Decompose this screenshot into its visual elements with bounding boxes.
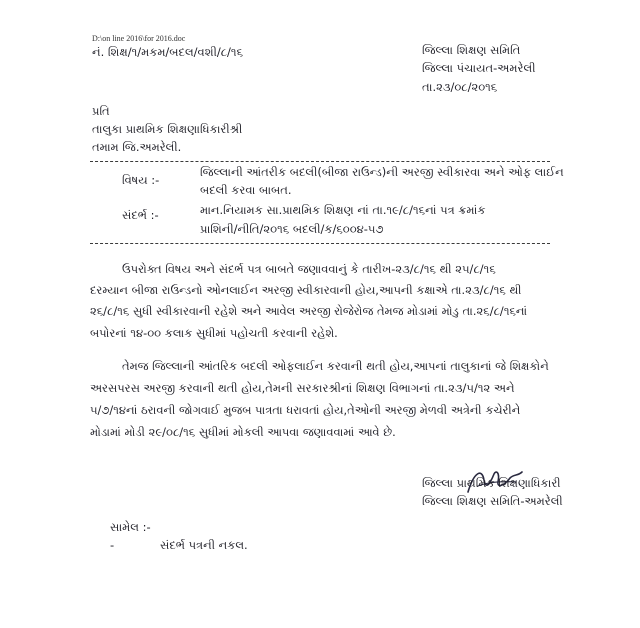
letter-date: તા.૨૩/૦૮/૨૦૧૬	[422, 80, 498, 94]
prati-label: પ્રતિ	[92, 104, 110, 118]
enclosure-item: સંદર્ભ પત્રની નકલ.	[160, 538, 248, 552]
paragraph1-line-3: ૨૬/૮/૧૬ સુધી સ્વીકારવાની રહેશે અને આવેલ અરજી રોજેરોજ તેમજ મોડામાં મોડુ તા.૨૬/૮/૧૬નાં	[90, 305, 528, 318]
top-divider	[90, 161, 550, 162]
paragraph2-line-3: ૫/૭/૧૪નાં ઠરાવની જોગવાઈ મુજબ પાત્રતા ધરાવતાં હોય,તેઓની અરજી મેળવી અત્રેની કચેરીને	[90, 404, 521, 417]
subject-line-1: જિલ્લાની આંતરીક બદલી(બીજા રાઉન્ડ)ની અરજી સ્વીકારવા અને ઓફ લાઈન	[200, 165, 564, 179]
paragraph1-line-1: ઉપરોક્ત વિષય અને સંદર્ભ પત્ર બાબતે જણાવવાનું કે તારીખ-૨૩/૮/૧૬ થી ૨૫/૮/૧૬	[122, 263, 496, 276]
paragraph1-line-2: દરમ્યાન બીજા રાઉન્ડનો ઓનલાઈન અરજી સ્વીકારવાની હોય,આપની કક્ષાએ તા.૨૩/૮/૧૬ થી	[90, 284, 522, 297]
enclosure-dash: -	[110, 538, 115, 552]
recipient-line-1: તાલુકા પ્રાથમિક શિક્ષણાધિકારીશ્રી	[92, 122, 243, 136]
recipient-line-2: તમામ જિ.અમરેલી.	[92, 140, 182, 154]
reference-line-1: માન.નિયામક સા.પ્રાથમિક શિક્ષણ નાં તા.૧૯/૮/૧૬નાં પત્ર ક્રમાંક	[200, 203, 486, 217]
office-line-1: જિલ્લા શિક્ષણ સમિતિ	[422, 43, 521, 57]
signature-line-2: જિલ્લા શિક્ષણ સમિતિ-અમરેલી	[422, 494, 563, 508]
subject-label: વિષય :-	[122, 173, 160, 187]
enclosure-label: સામેલ :-	[110, 520, 151, 534]
paragraph2-line-4: મોડામાં મોડી ૨૯/૦૮/૧૬ સુધીમાં મોકલી આપવા જણાવવામાં આવે છે.	[90, 426, 396, 439]
paragraph1-line-4: બપોરનાં ૧૪-૦૦ કલાક સુધીમાં પહોચતી કરવાની રહેશે.	[90, 327, 338, 340]
signature-line-1: જિલ્લા પ્રાથમિક શિક્ષણાધિકારી	[422, 476, 561, 490]
middle-divider	[90, 243, 550, 244]
office-line-2: જિલ્લા પંચાયત-અમરેલી	[422, 61, 536, 75]
subject-line-2: બદલી કરવા બાબત.	[200, 183, 292, 197]
paragraph2-line-1: તેમજ જિલ્લાની આંતરિક બદલી ઓફલાઈન કરવાની થતી હોય,આપનાં તાલુકાનાં જે શિક્ષકોને	[122, 360, 549, 373]
reference-label: સંદર્ભ :-	[122, 208, 159, 222]
reference-number: નં. શિક્ષ/૧/મકમ/બદલ/વશી/૮/૧૬	[92, 45, 244, 59]
paragraph2-line-2: અરસપરસ અરજી કરવાની થતી હોય,તેમની સરકારશ્રીનાં શિક્ષણ વિભાગનાં તા.૨૩/૫/૧૨ અને	[90, 382, 515, 395]
file-path: D:\on line 2016\for 2016.doc	[92, 34, 186, 43]
reference-line-2: પ્રાશિની/નીતિ/૨૦૧૬ બદલી/ક/૬૦૦૪-૫૭	[200, 222, 384, 236]
